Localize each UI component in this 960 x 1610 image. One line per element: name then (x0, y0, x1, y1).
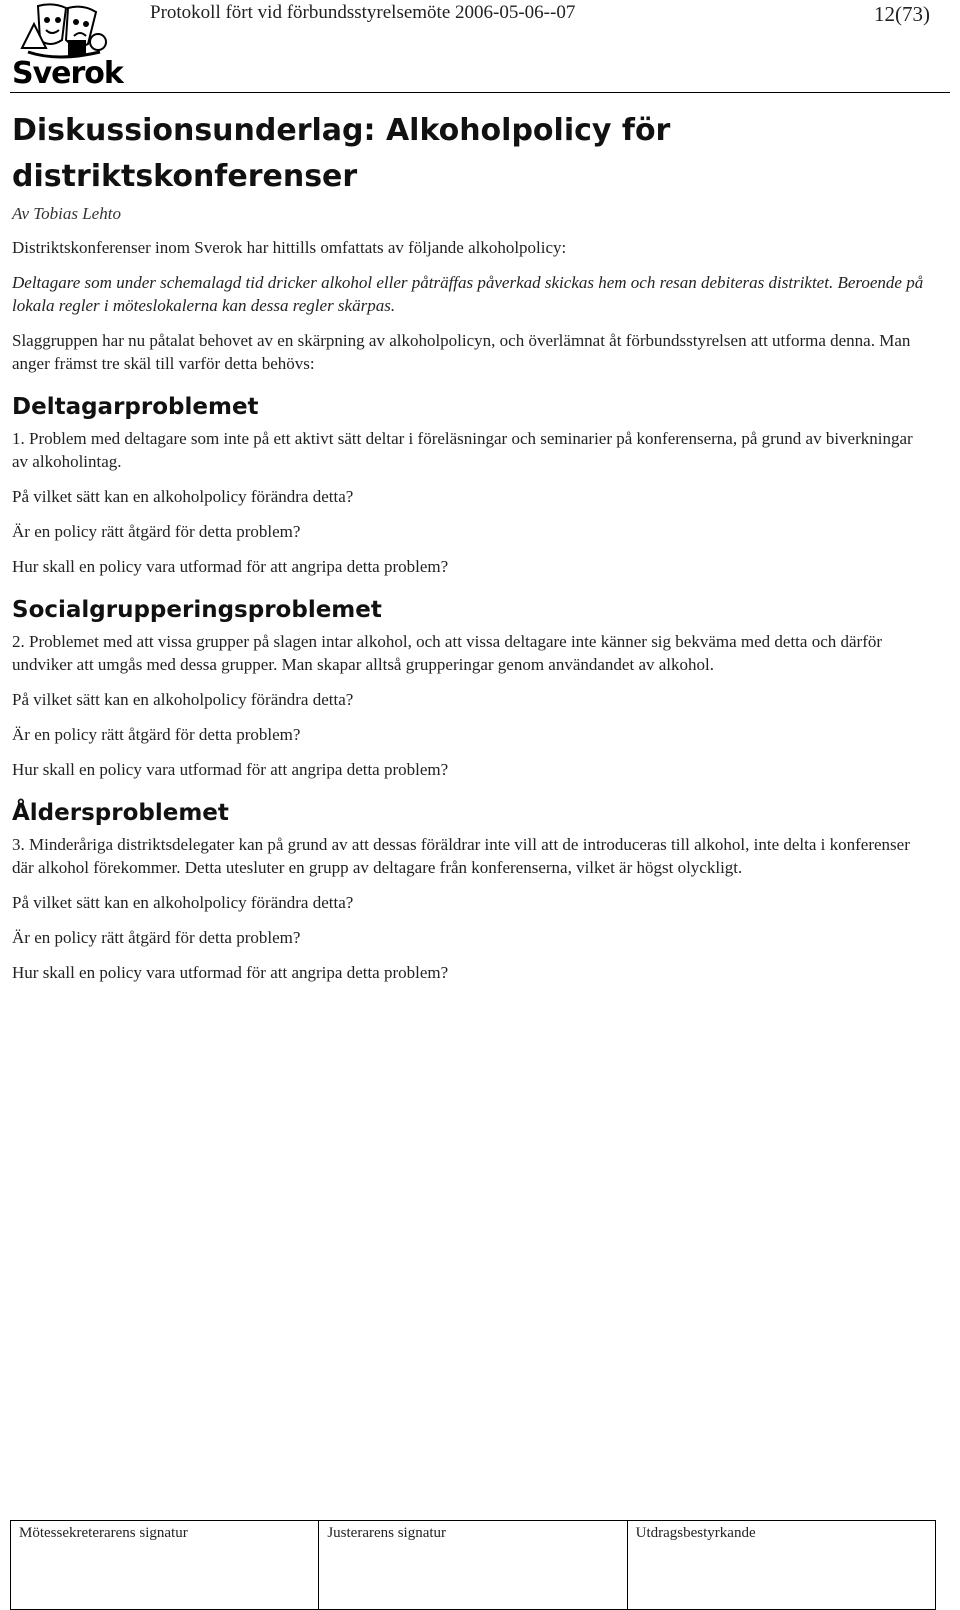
question-2: Är en policy rätt åtgärd för detta problem? (12, 928, 301, 947)
section-text-social: 2. Problemet med att vissa grupper på slagen intar alkohol, och att vissa deltagare inte känner sig bekväma med detta och därför undviker att umgås med dessa grupper. Man skapar alltså grupperingar genom användandet av alkohol. (12, 632, 883, 674)
section-heading-alder: Åldersproblemet (12, 800, 229, 826)
signature-label-certification: Utdragsbestyrkande (635, 1525, 756, 1541)
section-text-alder: 3. Minderåriga distriktsdelegater kan på grund av att dessas föräldrar inte vill att de introduceras till alkohol, inte delta i konferenser där alkohol förekommer. Detta utesluter en grupp av deltagare från konferenserna, vilket är högst olyckligt. (12, 835, 910, 877)
question-3: Hur skall en policy vara utformad för att angripa detta problem? (12, 557, 449, 576)
signature-cell-certification (627, 1521, 936, 1609)
signature-cell-adjuster (318, 1521, 626, 1609)
header-title: Protokoll fört vid förbundsstyrelsemöte 2006-05-06--07 (150, 2, 576, 23)
section-heading-social: Socialgrupperingsproblemet (12, 597, 382, 623)
author-byline: Av Tobias Lehto (12, 204, 121, 223)
signature-label-secretary: Mötessekreterarens signatur (19, 1525, 188, 1541)
header-divider (10, 92, 950, 93)
signature-cell-secretary (10, 1521, 318, 1609)
question-2: Är en policy rätt åtgärd för detta problem? (12, 725, 301, 744)
page-number: 12(73) (874, 2, 930, 26)
section-heading-deltagar: Deltagarproblemet (12, 394, 259, 420)
question-2: Är en policy rätt åtgärd för detta problem? (12, 522, 301, 541)
sverok-logo (8, 0, 140, 92)
question-3: Hur skall en policy vara utformad för att angripa detta problem? (12, 760, 449, 779)
signature-table (10, 1520, 936, 1610)
signature-label-adjuster: Justerarens signatur (327, 1525, 447, 1541)
title-line-1: Diskussionsunderlag: Alkoholpolicy för (12, 113, 671, 148)
section-text-deltagar: 1. Problem med deltagare som inte på ett aktivt sätt deltar i föreläsningar och seminarier på konferenserna, på grund av biverkningar av alkoholintag. (12, 429, 913, 471)
question-1: På vilket sätt kan en alkoholpolicy förändra detta? (12, 487, 354, 506)
slaggruppen-paragraph: Slaggruppen har nu påtalat behovet av en skärpning av alkoholpolicyn, och överlämnat åt förbundsstyrelsen att utforma denna. Man anger främst tre skäl till varför detta behövs: (12, 331, 911, 373)
intro-paragraph: Distriktskonferenser inom Sverok har hittills omfattats av följande alkoholpolicy: (12, 238, 567, 257)
question-1: På vilket sätt kan en alkoholpolicy förändra detta? (12, 893, 354, 912)
document-body (12, 108, 930, 996)
logo-text: Sverok (12, 56, 123, 91)
question-1: På vilket sätt kan en alkoholpolicy förändra detta? (12, 690, 354, 709)
policy-quote: Deltagare som under schemalagd tid dricker alkohol eller påträffas påverkad skickas hem och resan debiteras distriktet. Beroende på lokala regler i möteslokalerna kan dessa regler skärpas. (12, 273, 924, 315)
title-line-2: distriktskonferenser (12, 159, 358, 194)
document-title (12, 108, 930, 200)
question-3: Hur skall en policy vara utformad för att angripa detta problem? (12, 963, 449, 982)
